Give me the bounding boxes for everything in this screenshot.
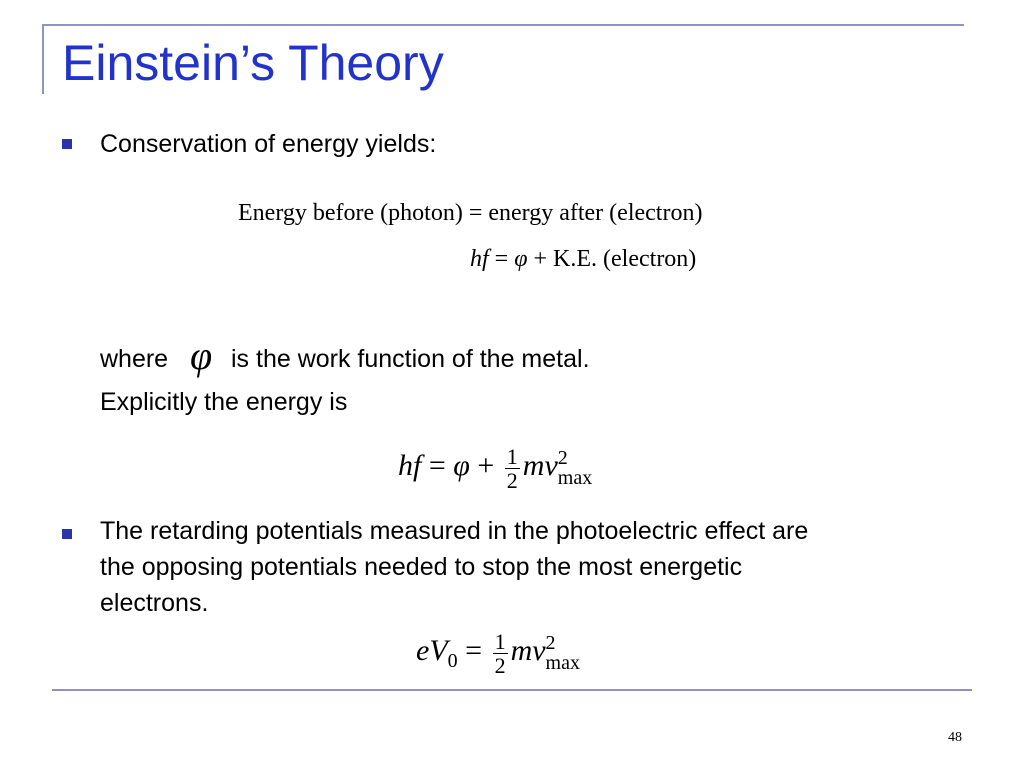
eq1-equals: = [488, 246, 515, 272]
eq1-rest: + K.E. (electron) [527, 246, 697, 272]
bottom-rule [52, 689, 972, 691]
eq3-ev: eV [416, 634, 448, 667]
eq3-subscript-0: 0 [447, 650, 458, 672]
bullet-text-2-line1: The retarding potentials measured in the photoelectric effect are [100, 517, 809, 545]
page-number: 48 [948, 730, 962, 745]
bullet-text-2-line2: the opposing potentials needed to stop the most energetic [100, 553, 743, 581]
eq1-phi: φ [514, 246, 528, 272]
equation-hf-phi-ke [470, 246, 696, 273]
frame-top-rule [42, 24, 964, 26]
slide-title: Einstein’s Theory [62, 35, 444, 91]
bullet-text-1: Conservation of energy yields: [100, 130, 437, 158]
equation-ev0 [416, 625, 580, 687]
equation-hf-kinetic [398, 440, 592, 492]
equation-energy-words: Energy before (photon) = energy after (electron) [238, 200, 703, 226]
eq3-subscript: max [545, 652, 580, 675]
eq3-mv: mv [510, 634, 546, 667]
eq2-numerator: 1 [506, 443, 518, 469]
eq3-equals: = [457, 634, 490, 667]
eq1-hf: hf [470, 246, 489, 272]
bullet-text-2-line3: electrons. [100, 589, 209, 617]
eq2-denominator: 2 [506, 467, 518, 493]
explicit-text: Explicitly the energy is [100, 388, 348, 416]
frame-left-rule [42, 24, 44, 94]
bullet-square-1 [62, 139, 72, 149]
eq2-subscript: max [557, 467, 593, 490]
bullet-square-2 [62, 529, 72, 539]
eq2-hf: hf [398, 449, 422, 482]
eq3-superscript: 2 [545, 632, 556, 655]
eq2-equals: = [421, 449, 454, 482]
where-prefix: where [100, 345, 169, 373]
eq2-mv: mv [522, 449, 558, 482]
eq2-superscript: 2 [557, 447, 568, 470]
eq2-plus: + [469, 449, 502, 482]
eq3-numerator: 1 [494, 628, 506, 654]
where-suffix: is the work function of the metal. [231, 345, 590, 373]
eq3-denominator: 2 [494, 652, 506, 678]
eq2-phi: φ [453, 449, 470, 482]
eq2-fraction [505, 445, 520, 492]
phi-symbol: φ [190, 333, 213, 378]
eq3-fraction [493, 630, 508, 677]
